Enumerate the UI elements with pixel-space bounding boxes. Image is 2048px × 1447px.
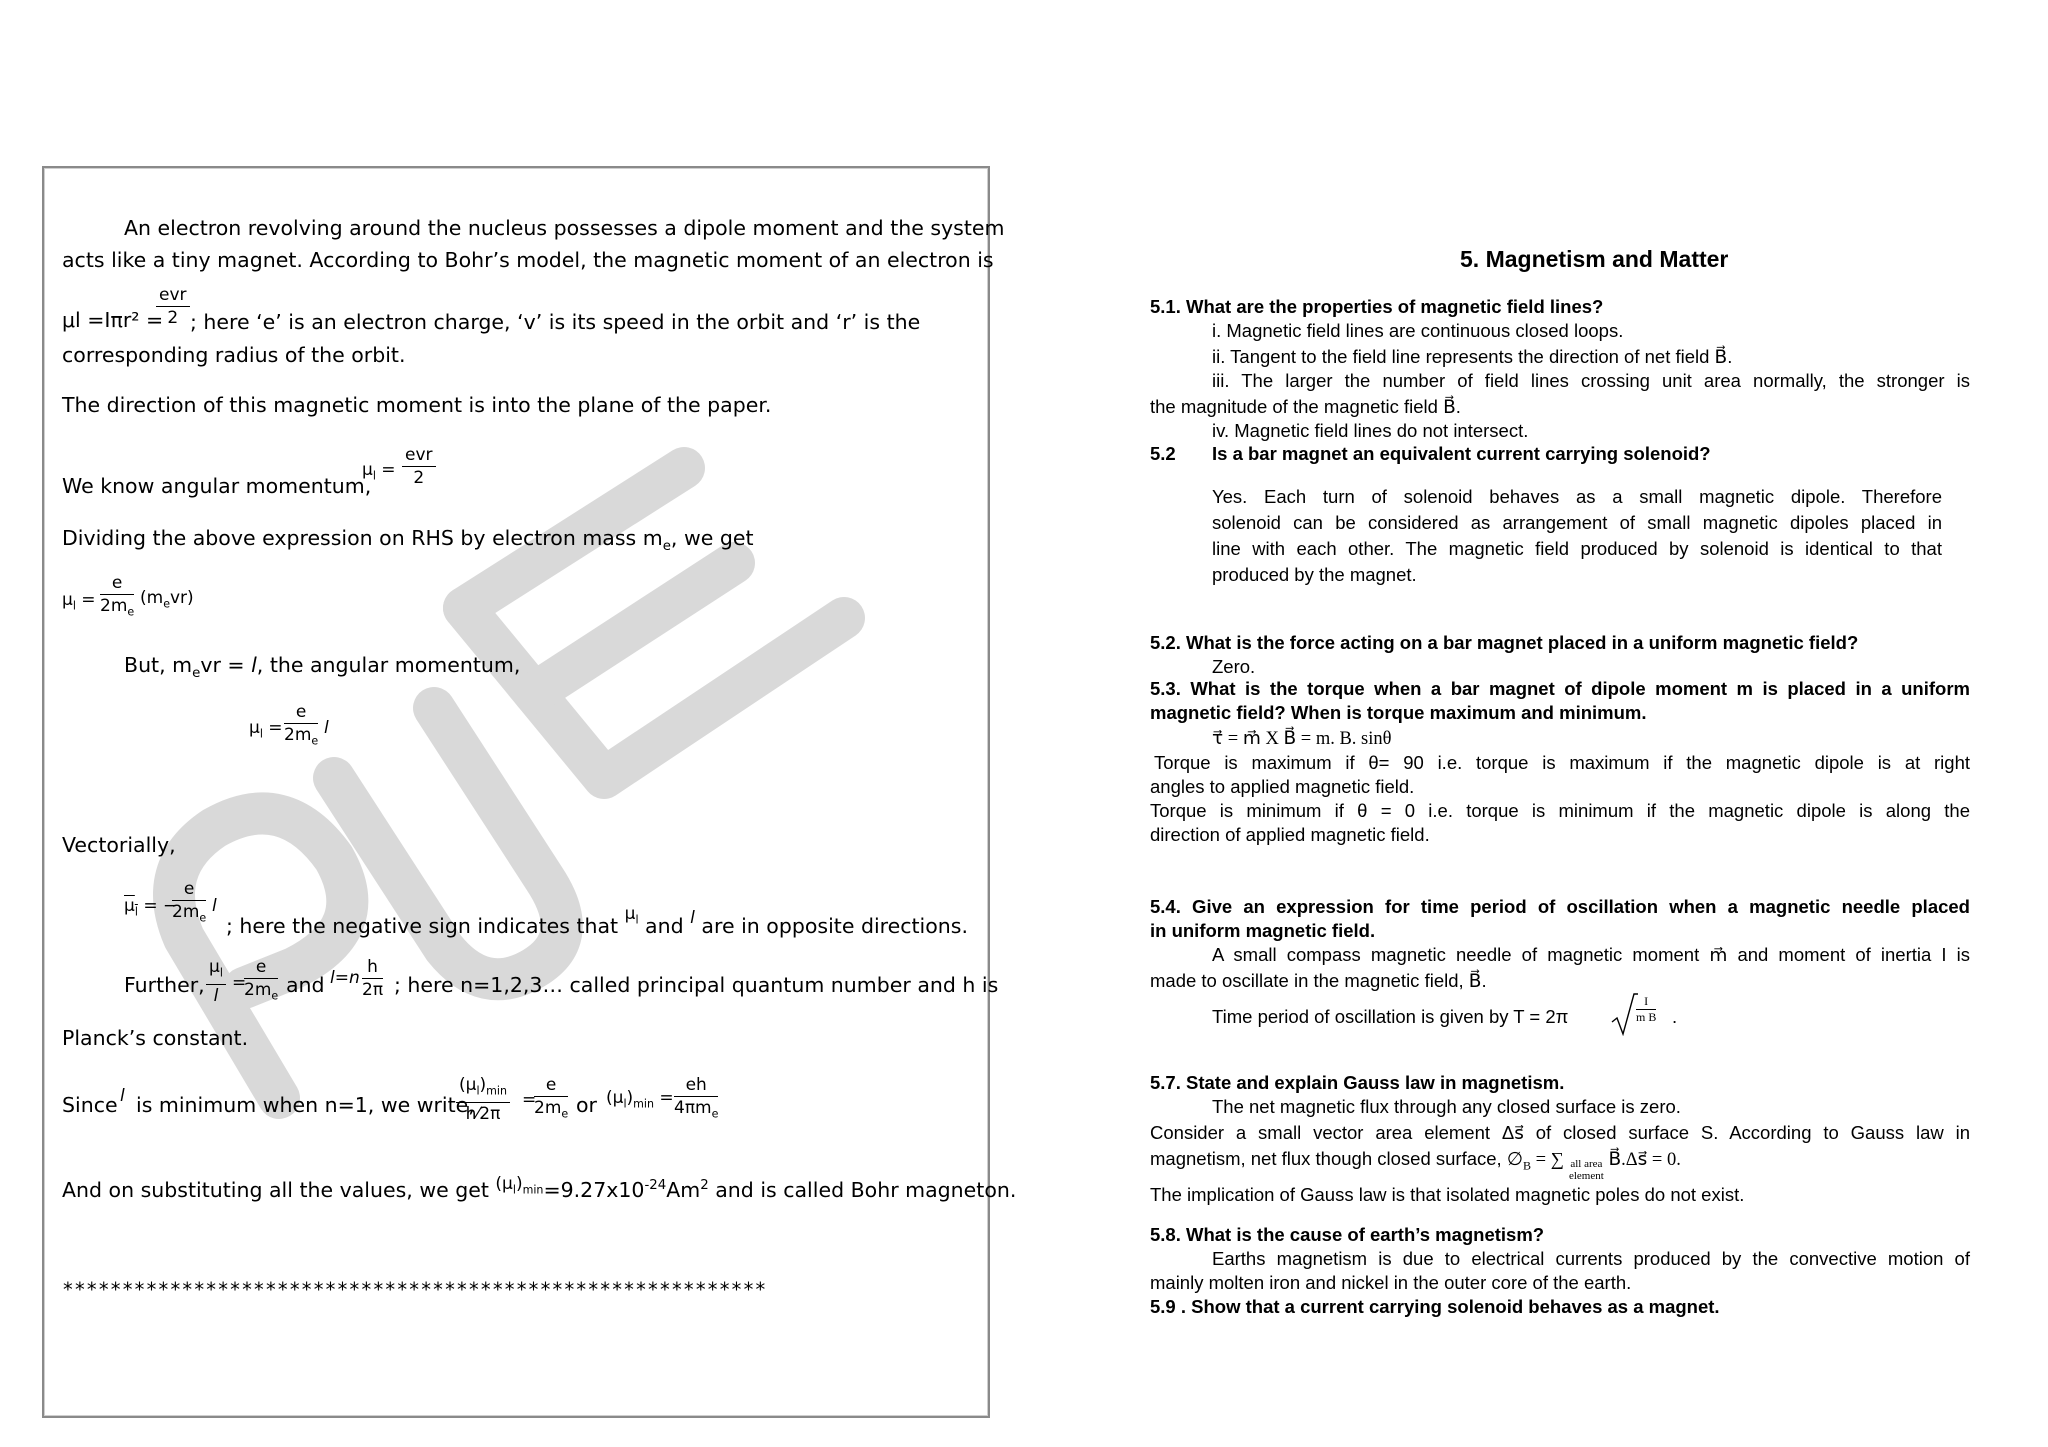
magnetic-moment-eq: μl =Iπr² = xyxy=(62,308,164,332)
question-5-9: 5.9 . Show that a current carrying solenoid behaves as a magnet. xyxy=(1150,1296,1720,1317)
answer-5-2a-line-3: line with each other. The magnetic field produced by solenoid is identical to that xyxy=(1212,538,1942,559)
answer-5-3-line-1: Torque is maximum if θ= 90 i.e. torque is maximum if the magnetic dipole is at right xyxy=(1154,752,1970,773)
answer-5-3-line-3: Torque is minimum if θ = 0 i.e. torque is minimum if the magnetic dipole is along the xyxy=(1150,800,1970,821)
mu-vector: μl xyxy=(624,904,639,927)
answer-5-3-line-4: direction of applied magnetic field. xyxy=(1150,824,1430,845)
answer-5-2a-line-4: produced by the magnet. xyxy=(1212,564,1417,585)
intro-line-2: acts like a tiny magnet. According to Bohr’s model, the magnetic moment of an electron is xyxy=(62,248,994,272)
question-5-1: 5.1. What are the properties of magnetic field lines? xyxy=(1150,296,1604,317)
dividing-sentence: Dividing the above expression on RHS by electron mass $m_e$, we get xyxy=(62,526,754,555)
since-equals: = xyxy=(522,1090,537,1110)
time-period-end: . xyxy=(1672,1006,1678,1027)
chapter-title: 5. Magnetism and Matter xyxy=(1460,246,1729,272)
answer-5-2a-line-2: solenoid can be considered as arrangement of small magnetic dipoles placed in xyxy=(1212,512,1942,533)
answer-5-7-line-4: The implication of Gauss law is that isolated magnetic poles do not exist. xyxy=(1150,1184,1745,1205)
left-page xyxy=(42,166,1017,1418)
question-5-2a-number: 5.2 xyxy=(1150,443,1176,464)
further-equals: = xyxy=(232,973,247,993)
bohr-magneton-sentence: And on substituting all the values, we get $^{(\mu_l)_{min}}=9.27x10^{-24}Am^2$ and is called Bohr magneton. xyxy=(62,1174,1017,1202)
eq4-rhs: l xyxy=(212,896,217,916)
gauss-flux-equation: magnetism, net flux though closed surface, $\emptyset_B$ = ∑ all area element B⃗.Δs⃗ = 0. xyxy=(1150,1148,1681,1182)
eq4-fraction: $\frac{e}{2m_e}$ xyxy=(172,879,207,925)
time-period-sentence: Time period of oscillation is given by T = 2π xyxy=(1212,1006,1569,1027)
mu-min-over-h-fraction: $(\mu_l)_{min}$ h⁄2π xyxy=(456,1074,510,1125)
eq2-fraction: $\frac{e}{2m_e}$ xyxy=(100,573,135,619)
stars-divider: *********************************************************** xyxy=(62,1278,767,1301)
quantum-number-sentence: ; here n=1,2,3… called principal quantum number and h is xyxy=(394,973,999,997)
answer-5-1-iii-b: the magnitude of the magnetic field B⃗. xyxy=(1150,396,1461,417)
mu-min-symbol: (μl)min xyxy=(495,1174,544,1197)
since-or: or xyxy=(576,1093,597,1117)
question-5-3-b: magnetic field? When is torque maximum and minimum. xyxy=(1150,702,1647,723)
answer-5-7-line-2: Consider a small vector area element Δs⃗ of closed surface S. According to Gauss law in xyxy=(1150,1122,1970,1143)
answer-5-1-iii-a: iii. The larger the number of field lines crossing unit area normally, the stronger is xyxy=(1212,370,1970,391)
question-5-2: 5.2. What is the force acting on a bar magnet placed in a uniform magnetic field? xyxy=(1150,632,1859,653)
further-and: and xyxy=(286,973,325,997)
negative-sign-sentence: ; here the negative sign indicates that $^{\mu_l}$ and $^l$ are in opposite directions. xyxy=(226,904,968,938)
question-5-3-a: 5.3. What is the torque when a bar magnet of dipole moment m is placed in a uniform xyxy=(1150,678,1970,699)
question-5-8: 5.8. What is the cause of earth’s magnetism? xyxy=(1150,1224,1545,1245)
answer-5-1-i: i. Magnetic field lines are continuous closed loops. xyxy=(1212,320,1624,341)
answer-5-7-line-1: The net magnetic flux through any closed surface is zero. xyxy=(1212,1096,1681,1117)
question-5-4-a: 5.4. Give an expression for time period of oscillation when a magnetic needle placed xyxy=(1150,896,1970,917)
eq4-lhs: $\mu_l$ = − xyxy=(124,896,178,919)
eq3-lhs: $\mu_l$ = xyxy=(249,718,283,741)
answer-5-2: Zero. xyxy=(1212,656,1256,677)
l-equals-n: l=n xyxy=(330,968,360,988)
answer-5-4-line-1: A small compass magnetic needle of magnetic moment m⃗ and moment of inertia I is xyxy=(1212,944,1970,965)
answer-5-8-line-1: Earths magnetism is due to electrical currents produced by the convective motion of xyxy=(1212,1248,1970,1269)
since-l: l xyxy=(120,1086,125,1106)
question-5-7: 5.7. State and explain Gauss law in magnetism. xyxy=(1150,1072,1565,1093)
eq3-fraction: $\frac{e}{2m_e}$ xyxy=(284,702,319,748)
mu-over-l-fraction: $\frac{\mu_l}{l}$ xyxy=(206,956,226,1007)
question-5-4-b: in uniform magnetic field. xyxy=(1150,920,1376,941)
answer-5-1-ii: ii. Tangent to the field line represents the direction of net field B⃗. xyxy=(1212,346,1733,367)
further-label: Further, xyxy=(124,973,205,997)
answer-5-1-iv: iv. Magnetic field lines do not intersect. xyxy=(1212,420,1529,441)
but-sentence: But, $m_evr = l$, the angular momentum, xyxy=(124,653,521,682)
e-over-2me-fraction: $\frac{e}{2m_e}$ xyxy=(244,957,279,1003)
answer-5-3-line-2: angles to applied magnetic field. xyxy=(1150,776,1415,797)
torque-equation: τ⃗ = m⃗ X B⃗ = m. B. sinθ xyxy=(1212,729,1392,749)
evr-fraction: evr 2 xyxy=(402,444,436,489)
i-over-mb-fraction: $\frac{I}{\text{m B}}$ xyxy=(1636,994,1657,1024)
since-e-fraction: $\frac{e}{2m_e}$ xyxy=(534,1075,569,1121)
since-label: Since xyxy=(62,1093,118,1117)
eq2-paren: $(m_evr)$ xyxy=(140,588,194,611)
eh-over-4pime-fraction: eh $4\pi m_e$ xyxy=(674,1075,719,1121)
answer-5-8-line-2: mainly molten iron and nickel in the outer core of the earth. xyxy=(1150,1272,1632,1293)
mu-l-symbol: $\mu_l$ = xyxy=(362,460,396,483)
answer-5-2a-line-1: Yes. Each turn of solenoid behaves as a small magnetic dipole. Therefore xyxy=(1212,486,1942,507)
square-root-sign xyxy=(1610,992,1638,1036)
eq3-rhs: l xyxy=(324,718,329,738)
since-sentence: is minimum when n=1, we write, xyxy=(136,1093,475,1117)
h-over-2pi-fraction: $\frac{h}{2\pi}$ xyxy=(362,957,384,1000)
evr-over-2-fraction: evr 2 xyxy=(156,284,190,329)
angular-momentum-sentence: We know angular momentum, xyxy=(62,474,372,498)
eq2-lhs: $\mu_l$ = xyxy=(62,590,96,613)
intro-line-4: corresponding radius of the orbit. xyxy=(62,343,406,367)
direction-sentence: The direction of this magnetic moment is into the plane of the paper. xyxy=(62,393,772,417)
answer-5-4-line-2: made to oscillate in the magnetic field, B⃗. xyxy=(1150,970,1487,991)
right-page xyxy=(1150,240,1970,1340)
intro-line-3: ; here ‘e’ is an electron charge, ‘v’ is its speed in the orbit and ‘r’ is the xyxy=(190,310,921,334)
intro-line-1: An electron revolving around the nucleus possesses a dipole moment and the system xyxy=(124,216,1005,240)
question-5-2a: Is a bar magnet an equivalent current carrying solenoid? xyxy=(1212,443,1711,464)
vectorially-label: Vectorially, xyxy=(62,833,176,857)
plancks-constant: Planck’s constant. xyxy=(62,1026,249,1050)
mu-min-lhs: $(\mu_l)_{min}$ = xyxy=(606,1088,674,1111)
